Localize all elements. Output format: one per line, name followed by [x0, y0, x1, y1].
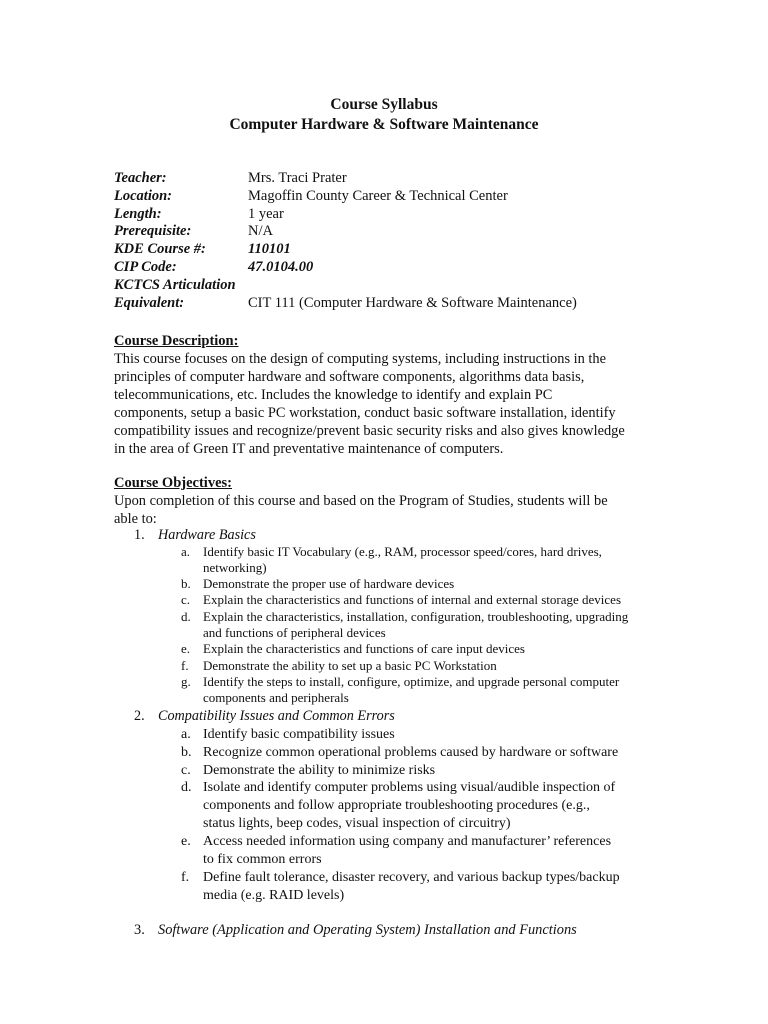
info-label: CIP Code:	[114, 258, 177, 275]
text-line: Upon completion of this course and based on the Program of Studies, students will be	[114, 493, 608, 509]
item-text: and functions of peripheral devices	[203, 625, 386, 641]
info-label: Teacher:	[114, 170, 167, 186]
item-text: to fix common errors	[203, 851, 322, 867]
item-text: components and peripherals	[203, 690, 349, 706]
objective-title: Compatibility Issues and Common Errors	[158, 708, 395, 724]
text-line: in the area of Green IT and preventative maintenance of computers.	[114, 441, 504, 457]
item-letter: a.	[181, 727, 191, 742]
document-title: Course Syllabus	[330, 96, 438, 113]
objective-group-1	[134, 527, 256, 544]
item-letter: g.	[181, 674, 191, 689]
info-label: Prerequisite:	[114, 223, 192, 240]
item-text: Access needed information using company and manufacturer’ references	[203, 834, 612, 849]
item-text: Isolate and identify computer problems using visual/audible inspection of	[203, 780, 616, 795]
item-text: Identify basic compatibility issues	[203, 727, 395, 742]
item-text: networking)	[203, 560, 267, 576]
info-value: Mrs. Traci Prater	[248, 170, 347, 186]
info-label: KDE Course #:	[114, 241, 206, 258]
item-text: Demonstrate the ability to minimize risks	[203, 763, 436, 778]
document-subtitle: Computer Hardware & Software Maintenance	[229, 116, 539, 133]
item-text: Identify basic IT Vocabulary (e.g., RAM, processor speed/cores, hard drives,	[203, 544, 602, 559]
item-letter: e.	[181, 641, 191, 656]
course-description-text	[114, 350, 659, 458]
item-text: Identify the steps to install, configure, optimize, and upgrade personal computer	[203, 674, 620, 689]
info-value: 1 year	[248, 205, 284, 222]
item-letter: d.	[181, 780, 192, 795]
item-letter: a.	[181, 544, 191, 559]
item-text: media (e.g. RAID levels)	[203, 887, 345, 903]
item-text: Explain the characteristics and functions of internal and external storage devices	[203, 592, 621, 607]
item-text: Explain the characteristics, installation, configuration, troubleshooting, upgrading	[203, 609, 629, 624]
objective-number: 1.	[134, 527, 145, 543]
info-label: Equivalent:	[114, 294, 185, 311]
item-text: status lights, beep codes, visual inspection of circuitry)	[203, 815, 511, 831]
item-letter: b.	[181, 576, 191, 591]
info-value: 47.0104.00	[248, 258, 314, 275]
item-letter: e.	[181, 834, 191, 849]
item-text: Define fault tolerance, disaster recovery, and various backup types/backup	[203, 870, 620, 885]
text-line: components, setup a basic PC workstation, conduct basic software installation, identify	[114, 405, 616, 421]
info-value: Magoffin County Career & Technical Center	[248, 187, 508, 204]
objective-group-2	[134, 708, 395, 725]
info-value: CIT 111 (Computer Hardware & Software Maintenance)	[248, 294, 577, 311]
info-label: KCTCS Articulation	[114, 276, 236, 293]
item-letter: c.	[181, 592, 191, 607]
item-letter: f.	[181, 658, 189, 673]
item-letter: c.	[181, 763, 191, 778]
objective-number: 3.	[134, 922, 145, 938]
course-objectives-heading: Course Objectives:	[114, 475, 232, 491]
item-letter: b.	[181, 745, 192, 760]
item-text: components and follow appropriate troubleshooting procedures (e.g.,	[203, 797, 590, 813]
objective-number: 2.	[134, 708, 145, 724]
item-text: Explain the characteristics and functions of care input devices	[203, 641, 525, 656]
text-line: telecommunications, etc. Includes the knowledge to identify and explain PC	[114, 387, 553, 403]
item-letter: d.	[181, 609, 191, 624]
objectives-intro	[114, 492, 659, 528]
objective-title: Hardware Basics	[158, 527, 256, 543]
info-label: Location:	[114, 187, 172, 204]
item-letter: f.	[181, 870, 190, 885]
item-text: Recognize common operational problems caused by hardware or software	[203, 745, 619, 760]
info-value: N/A	[248, 223, 273, 240]
item-text: Demonstrate the ability to set up a basic PC Workstation	[203, 658, 497, 673]
item-text: Demonstrate the proper use of hardware devices	[203, 576, 455, 591]
objective-group-3	[134, 922, 577, 939]
info-value: 110101	[248, 241, 291, 258]
text-line: compatibility issues and recognize/prevent basic security risks and also gives knowledge	[114, 423, 625, 439]
text-line: This course focuses on the design of computing systems, including instructions in the	[114, 351, 607, 367]
text-line: able to:	[114, 511, 157, 527]
objective-title: Software (Application and Operating System) Installation and Functions	[158, 922, 577, 938]
info-label: Length:	[114, 205, 162, 222]
text-line: principles of computer hardware and software components, algorithms data basis,	[114, 369, 585, 385]
course-description-heading: Course Description:	[114, 333, 239, 349]
